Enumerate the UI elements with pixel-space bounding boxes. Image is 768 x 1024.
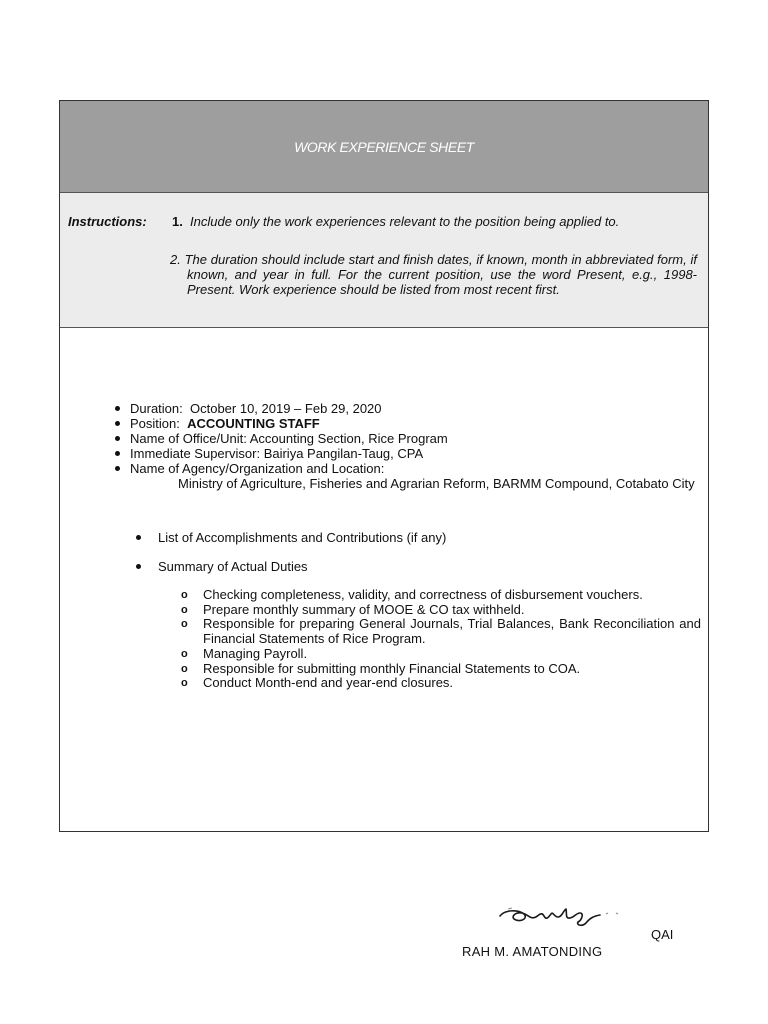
signature-suffix: QAI bbox=[651, 927, 674, 942]
duty-bullet: o bbox=[181, 618, 188, 631]
instruction-1-text: Include only the work experiences relevant to the position being applied to. bbox=[190, 214, 620, 229]
position-label: Position: bbox=[130, 416, 180, 431]
handwritten-signature bbox=[496, 900, 646, 934]
duty-text: Managing Payroll. bbox=[203, 645, 308, 661]
experience-details bbox=[112, 401, 702, 491]
duty-item bbox=[181, 676, 701, 691]
duty-bullet: o bbox=[181, 603, 188, 616]
duration-label: Duration: bbox=[130, 401, 183, 416]
duties-list bbox=[181, 588, 701, 691]
office-value: Accounting Section, Rice Program bbox=[249, 431, 448, 446]
accomplishments-list bbox=[134, 530, 694, 545]
duty-bullet: o bbox=[181, 589, 188, 601]
signatory-name: RAH M. AMATONDING bbox=[462, 944, 603, 959]
sheet-header bbox=[60, 101, 708, 193]
instructions-label: Instructions: bbox=[68, 214, 147, 229]
sheet-title: WORK EXPERIENCE SHEET bbox=[294, 139, 474, 155]
office-label: Name of Office/Unit: bbox=[130, 431, 247, 446]
duty-text: Prepare monthly summary of MOOE & CO tax withheld. bbox=[203, 601, 525, 617]
instruction-2-text: 2. The duration should include start and finish dates, if known, month in abbreviated form, if known, and year in full. For the current position, use the word Present, e.g., 1998-Present. Work experience should be listed from most recent first. bbox=[170, 252, 697, 297]
supervisor-value: Bairiya Pangilan-Taug, CPA bbox=[263, 446, 424, 461]
duration-value: October 10, 2019 – Feb 29, 2020 bbox=[189, 401, 382, 416]
duty-text: Conduct Month-end and year-end closures. bbox=[203, 675, 454, 691]
duty-item bbox=[181, 662, 701, 677]
work-experience-sheet bbox=[59, 100, 709, 832]
agency-value: Ministry of Agriculture, Fisheries and Agrarian Reform, BARMM Compound, Cotabato City bbox=[178, 476, 695, 491]
duties-heading: Summary of Actual Duties bbox=[134, 559, 694, 574]
experience-content bbox=[60, 328, 708, 831]
duty-text: Responsible for submitting monthly Financial Statements to COA. bbox=[203, 660, 581, 676]
duty-bullet: o bbox=[181, 662, 188, 675]
duty-bullet: o bbox=[181, 677, 188, 690]
duration-item bbox=[112, 401, 702, 416]
agency-item bbox=[112, 461, 702, 491]
duty-item bbox=[181, 603, 701, 618]
position-value: ACCOUNTING STAFF bbox=[187, 416, 320, 431]
duty-text: Checking completeness, validity, and correctness of disbursement vouchers. bbox=[203, 587, 643, 602]
duty-item bbox=[181, 647, 701, 662]
instruction-1-number: 1. bbox=[172, 214, 183, 229]
duty-text: Responsible for preparing General Journals, Trial Balances, Bank Reconciliation and Financial Statements of Rice Program. bbox=[203, 616, 701, 647]
agency-label: Name of Agency/Organization and Location: bbox=[130, 461, 385, 476]
accomplishments-heading: List of Accomplishments and Contributions (if any) bbox=[134, 530, 694, 545]
office-item bbox=[112, 431, 702, 446]
duty-item bbox=[181, 617, 701, 646]
supervisor-label: Immediate Supervisor: bbox=[130, 446, 261, 461]
duties-section bbox=[134, 559, 694, 574]
duty-item bbox=[181, 588, 701, 603]
position-item bbox=[112, 416, 702, 431]
duty-bullet: o bbox=[181, 647, 188, 660]
supervisor-item bbox=[112, 446, 702, 461]
